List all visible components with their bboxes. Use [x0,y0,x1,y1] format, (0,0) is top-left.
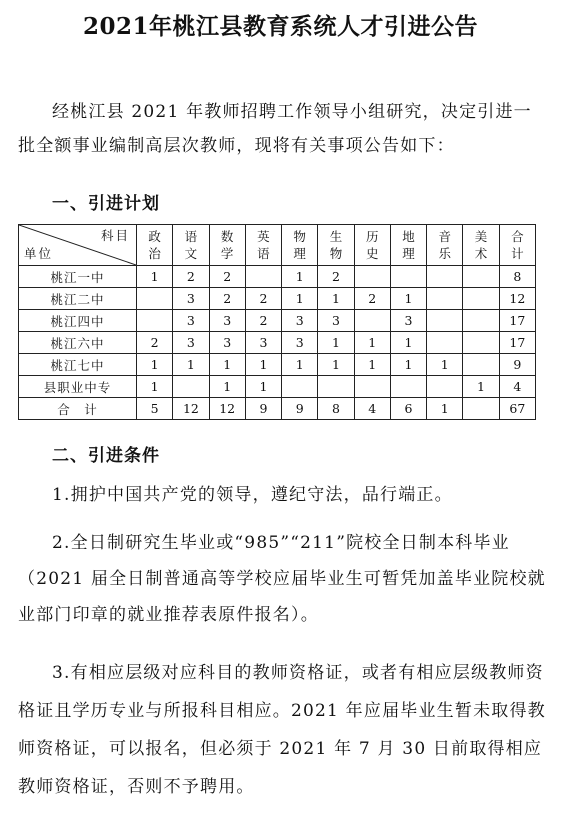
table-cell [390,376,426,398]
intro-paragraph: 经桃江县 2021 年教师招聘工作领导小组研究，决定引进一批全额事业编制高层次教师，现将有关事项公告如下： [18,102,532,156]
table-cell: 1 [318,288,354,310]
table-cell: 1 [390,288,426,310]
column-header: 历史 [354,225,390,266]
table-cell: 12 [499,288,535,310]
table-cell: 3 [173,288,209,310]
row-label: 桃江六中 [19,332,137,354]
table-cell [427,332,463,354]
table-cell: 2 [245,310,281,332]
row-label: 桃江四中 [19,310,137,332]
table-cell: 3 [282,310,318,332]
table-cell: 2 [137,332,173,354]
table-cell: 2 [209,266,245,288]
condition-1: 1.拥护中国共产党的领导，遵纪守法，品行端正。 [52,485,453,505]
table-cell [463,288,499,310]
table-cell [354,266,390,288]
corner-unit-label: 单位 [24,246,54,261]
table-cell: 3 [173,332,209,354]
table-corner-cell [19,225,137,266]
table-cell: 1 [209,354,245,376]
table-cell [137,310,173,332]
column-header: 音乐 [427,225,463,266]
column-header: 美术 [463,225,499,266]
table-cell: 12 [173,398,209,420]
table-cell: 1 [463,376,499,398]
condition-2: 2.全日制研究生毕业或“985”“211”院校全日制本科毕业（2021 届全日制普通高等学校应届毕业生可暂凭加盖毕业院校就业部门印章的就业推荐表原件报名）。 [18,533,546,625]
table-cell [427,310,463,332]
table-cell: 8 [499,266,535,288]
column-header: 数学 [209,225,245,266]
column-header: 物理 [282,225,318,266]
table-cell [282,376,318,398]
table-cell [427,266,463,288]
table-cell: 6 [390,398,426,420]
table-cell [463,266,499,288]
table-cell [173,376,209,398]
recruitment-plan-table [18,224,536,420]
table-row [19,376,536,398]
table-cell [245,266,281,288]
table-cell: 2 [245,288,281,310]
table-cell [390,266,426,288]
table-cell: 4 [499,376,535,398]
table-cell: 12 [209,398,245,420]
table-cell: 1 [245,376,281,398]
table-cell: 1 [318,332,354,354]
table-row [19,398,536,420]
row-label: 县职业中专 [19,376,137,398]
table-row [19,288,536,310]
table-cell: 8 [318,398,354,420]
table-cell: 9 [499,354,535,376]
column-header: 政治 [137,225,173,266]
table-cell: 5 [137,398,173,420]
table-cell: 2 [354,288,390,310]
table-row [19,266,536,288]
table-cell [137,288,173,310]
page-title: 2021年桃江县教育系统人才引进公告 [82,13,478,40]
row-label: 桃江七中 [19,354,137,376]
table-cell [354,376,390,398]
table-cell: 1 [354,332,390,354]
table-cell: 2 [209,288,245,310]
table-cell: 17 [499,332,535,354]
table-cell [318,376,354,398]
column-header: 生物 [318,225,354,266]
table-cell: 1 [137,376,173,398]
table-cell: 1 [173,354,209,376]
table-cell [427,376,463,398]
row-label: 桃江一中 [19,266,137,288]
table-cell: 67 [499,398,535,420]
table-row [19,332,536,354]
table-cell: 1 [354,354,390,376]
table-cell: 1 [390,354,426,376]
table-cell: 3 [173,310,209,332]
row-label: 合 计 [19,398,137,420]
table-cell: 2 [173,266,209,288]
corner-subject-label: 科目 [100,228,130,243]
table-cell [463,332,499,354]
table-cell: 1 [282,354,318,376]
table-cell: 9 [282,398,318,420]
column-header: 语文 [173,225,209,266]
table-cell: 1 [209,376,245,398]
row-label: 桃江二中 [19,288,137,310]
table-cell: 1 [137,354,173,376]
table-cell: 1 [245,354,281,376]
section-heading-conditions: 二、引进条件 [52,446,160,466]
table-cell: 1 [282,266,318,288]
table-cell [354,310,390,332]
table-cell: 1 [390,332,426,354]
condition-3: 3.有相应层级对应科目的教师资格证，或者有相应层级教师资格证且学历专业与所报科目相应。2021 年应届毕业生暂未取得教师资格证，可以报名，但必须于 2021 年 7 月 30 日前取得相应教师资格证，否则不予聘用。 [18,663,546,797]
table-cell: 3 [390,310,426,332]
table-cell: 3 [209,332,245,354]
table-cell: 3 [318,310,354,332]
column-header: 英语 [245,225,281,266]
table-cell: 1 [282,288,318,310]
table-row [19,310,536,332]
table-cell [463,354,499,376]
table-cell [427,288,463,310]
table-cell: 1 [427,354,463,376]
table-cell [463,310,499,332]
table-cell: 1 [427,398,463,420]
section-heading-plan: 一、引进计划 [52,194,160,214]
table-cell: 1 [137,266,173,288]
table-cell [463,398,499,420]
table-cell: 2 [318,266,354,288]
table-header-row [19,225,536,266]
table-cell: 3 [245,332,281,354]
table-cell: 3 [282,332,318,354]
table-row [19,354,536,376]
table-cell: 1 [318,354,354,376]
table-cell: 9 [245,398,281,420]
table-cell: 4 [354,398,390,420]
table-cell: 3 [209,310,245,332]
table-cell: 17 [499,310,535,332]
column-header: 合计 [499,225,535,266]
column-header: 地理 [390,225,426,266]
